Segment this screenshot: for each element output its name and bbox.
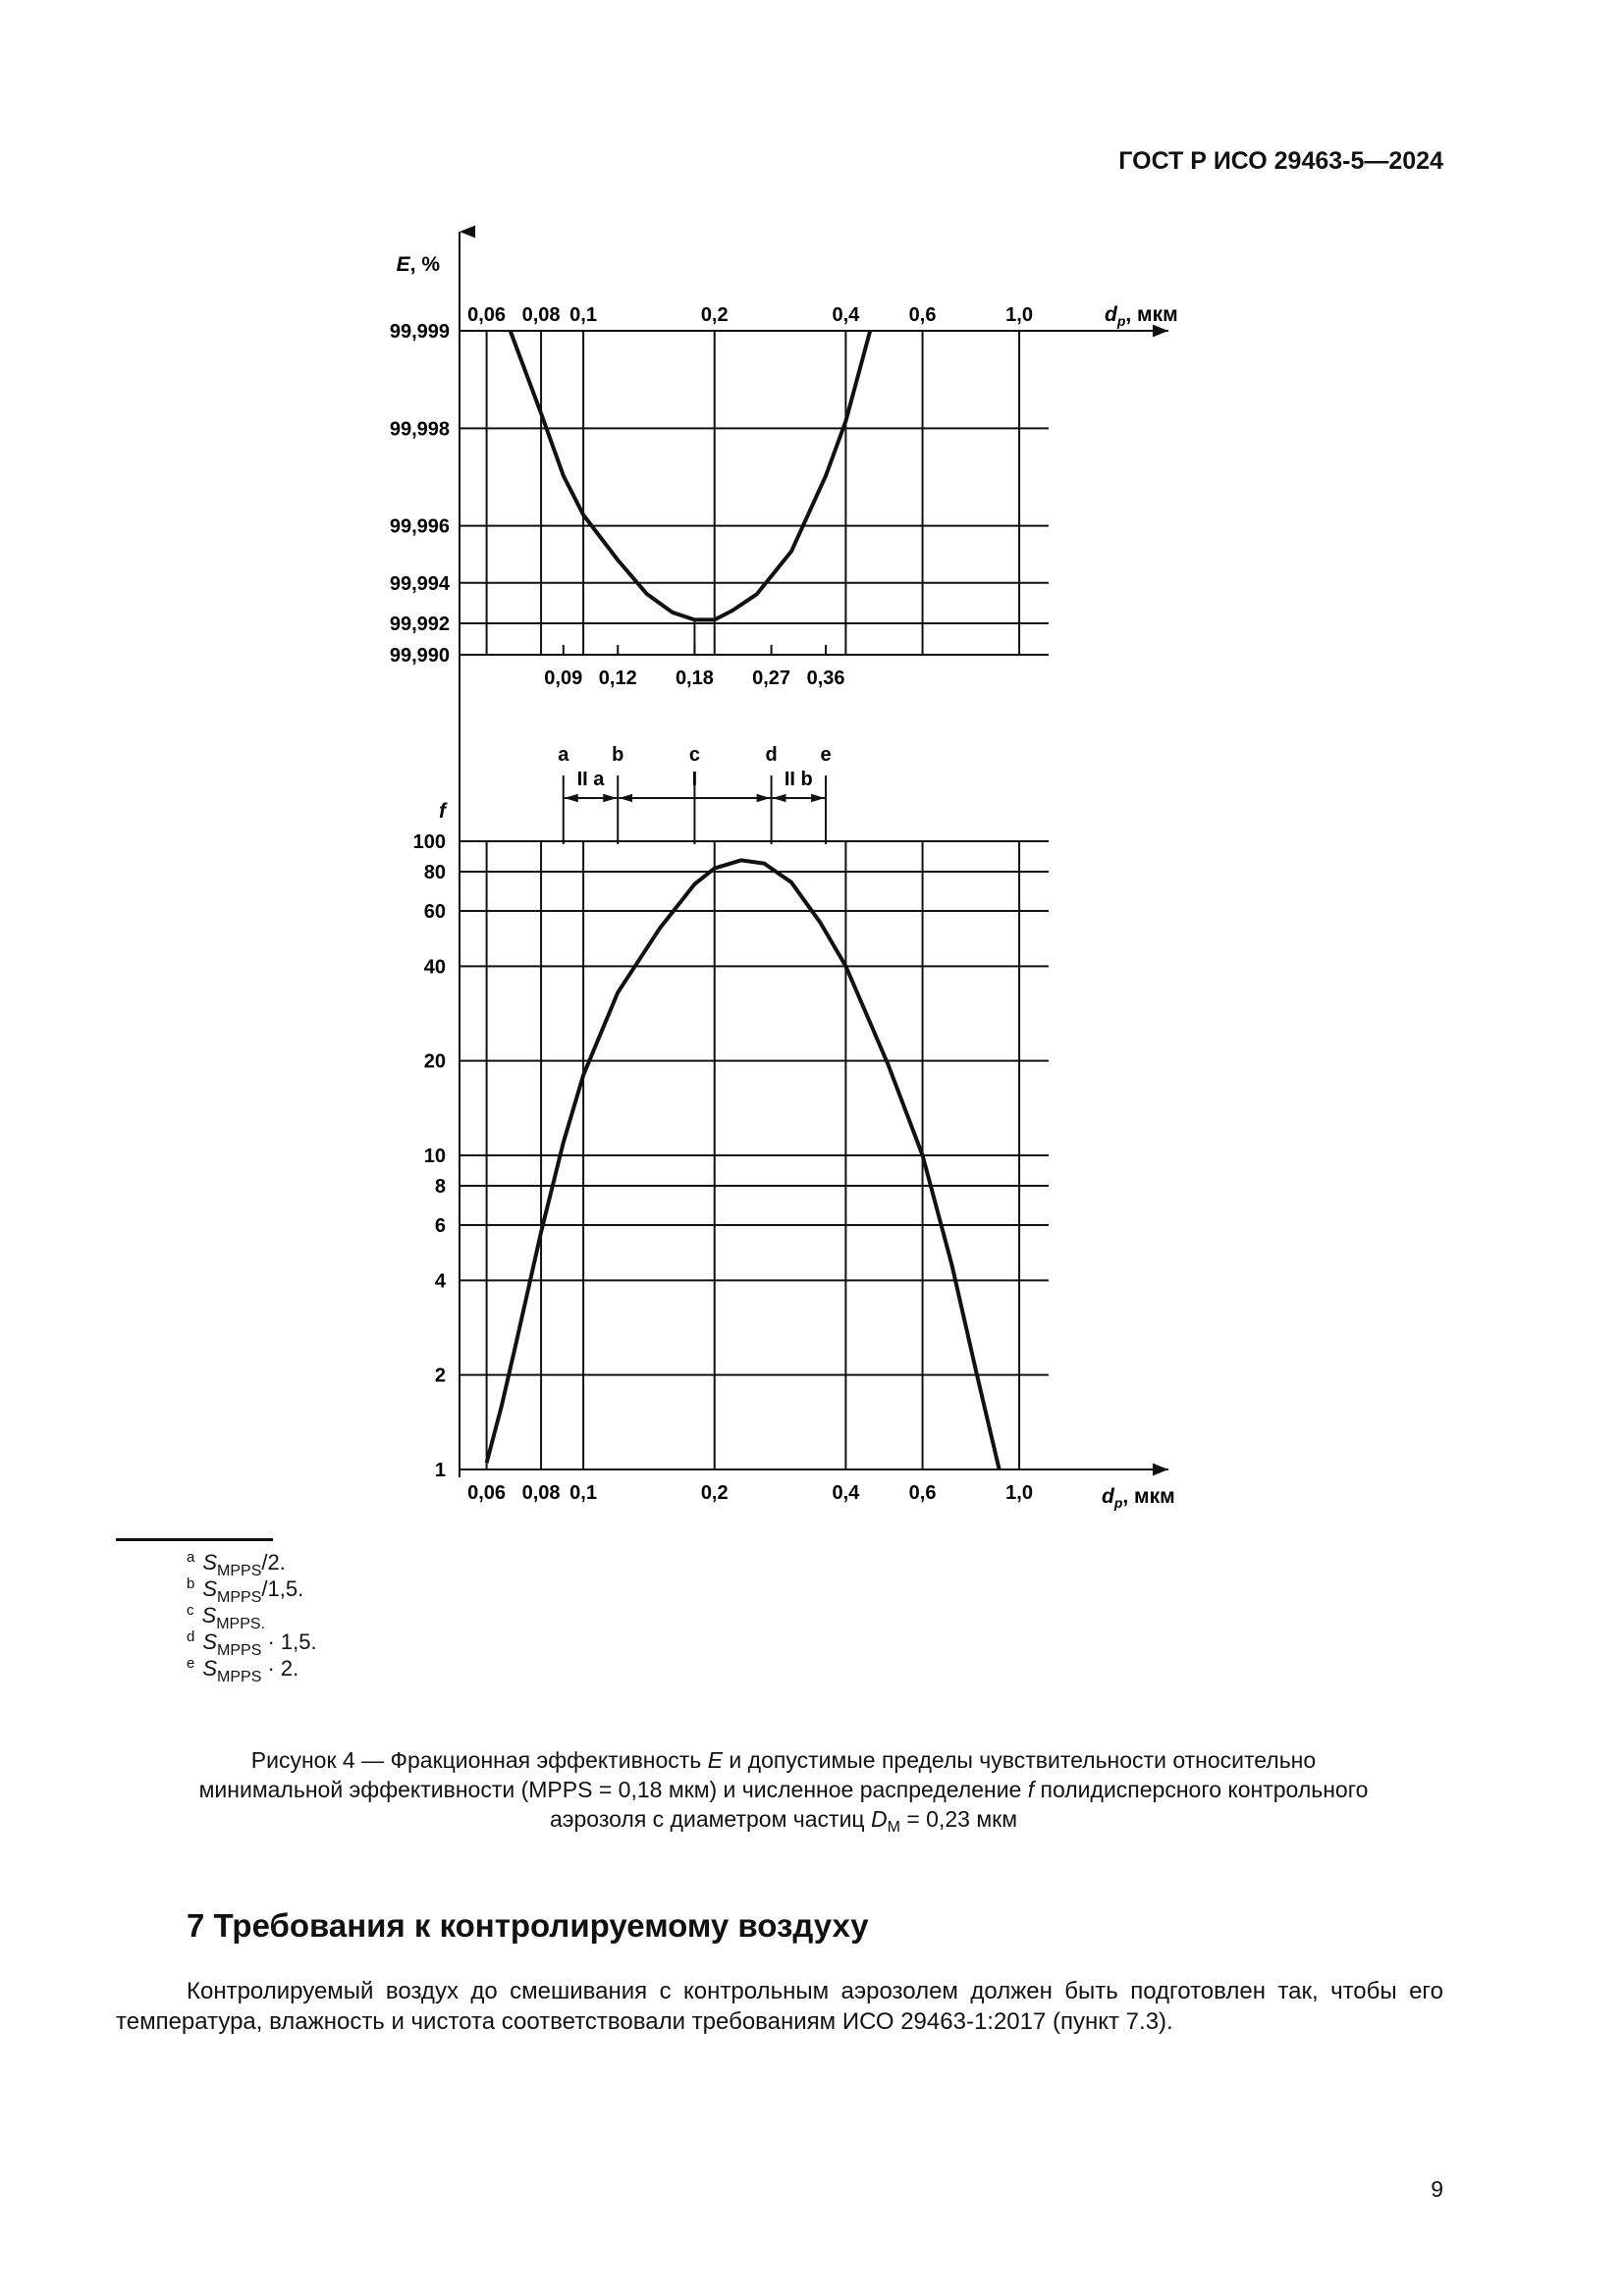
band-zone-label: II a <box>576 769 605 790</box>
distribution-y-tick-label: 80 <box>423 862 446 884</box>
efficiency-x-tick-label: 0,6 <box>908 304 937 326</box>
efficiency-sub-tick-label: 0,18 <box>675 667 714 689</box>
distribution-x-tick-label: 0,08 <box>521 1482 561 1504</box>
efficiency-y-tick-label: 99,992 <box>389 614 450 636</box>
distribution-x-tick-label: 1,0 <box>1005 1482 1033 1504</box>
band-letter: e <box>820 744 832 766</box>
footnote-a: $^a$ $S_{MPPS}/2$. <box>187 1549 286 1579</box>
band-letter: a <box>558 744 569 766</box>
efficiency-sub-tick-label: 0,27 <box>752 667 791 689</box>
distribution-chart <box>413 669 1175 1511</box>
distribution-y-tick-label: 100 <box>412 831 446 853</box>
distribution-x-tick-label: 0,6 <box>908 1482 937 1504</box>
footnote-b: $^b$ $S_{MPPS}/1,5$. <box>187 1575 304 1606</box>
band-letter: d <box>765 744 778 766</box>
efficiency-x-tick-label: 1,0 <box>1005 304 1033 326</box>
efficiency-curve <box>511 331 871 619</box>
efficiency-y-label: E, % <box>396 253 440 276</box>
efficiency-y-tick-label: 99,990 <box>389 645 450 667</box>
efficiency-sub-tick-label: 0,09 <box>544 667 583 689</box>
section-heading: 7 Требования к контролируемому воздуху <box>187 1907 869 1944</box>
distribution-y-tick-label: 40 <box>423 956 446 979</box>
distribution-x-tick-label: 0,1 <box>569 1482 597 1504</box>
distribution-y-tick-label: 4 <box>434 1270 446 1293</box>
footnote-rule <box>116 1538 273 1541</box>
page-number: 9 <box>1431 2176 1443 2202</box>
band-zone-label: I <box>691 769 698 790</box>
footnote-c: $^c$ $S_{MPPS.}$ <box>187 1602 265 1632</box>
distribution-x-tick-label: 0,4 <box>832 1482 860 1504</box>
efficiency-y-tick-label: 99,999 <box>389 321 450 343</box>
band-letter: c <box>688 744 700 766</box>
distribution-y-tick-label: 6 <box>434 1214 446 1237</box>
band-letter: b <box>612 744 624 766</box>
distribution-x-tick-label: 0,06 <box>467 1482 507 1504</box>
body-paragraph: Контролируемый воздух до смешивания с контрольным аэрозолем должен быть подготовлен так, чтобы его температура, влажность и чистота соответствовали требованиям ИСО 29463-1:2017 (пункт 7.3). <box>116 1978 1443 2035</box>
distribution-y-tick-label: 20 <box>423 1050 446 1073</box>
distribution-y-label: f <box>439 800 446 823</box>
efficiency-x-label: $d_p$, мкм <box>1105 303 1178 329</box>
efficiency-y-tick-label: 99,994 <box>389 572 450 595</box>
figure-caption: Рисунок 4 — Фракционная эффективность E и допустимые пределы чувствительности относительно минимальной эффективности (MPPS = 0,18 мкм) и численное распределение f полидисперсного контрольного аэрозоля с диаметром частиц $D_M = 0,23$ мкм <box>198 1747 1369 1836</box>
distribution-y-tick-label: 10 <box>423 1146 446 1167</box>
distribution-x-label: $d_p$, мкм <box>1102 1485 1175 1511</box>
document-header: ГОСТ Р ИСО 29463-5—2024 <box>1118 147 1443 175</box>
efficiency-sub-tick-label: 0,12 <box>598 667 637 689</box>
efficiency-x-tick-label: 0,06 <box>467 304 507 326</box>
footnote-d: $^d$ $S_{MPPS} \cdot 1,5$. <box>187 1629 317 1659</box>
efficiency-x-tick-label: 0,2 <box>700 304 729 326</box>
distribution-y-tick-label: 8 <box>434 1176 446 1199</box>
distribution-y-tick-label: 2 <box>434 1364 446 1387</box>
footnote-e: $^e$ $S_{MPPS} \cdot 2$. <box>187 1655 299 1685</box>
distribution-y-tick-label: 1 <box>434 1460 446 1481</box>
distribution-y-tick-label: 60 <box>423 900 446 923</box>
efficiency-y-tick-label: 99,996 <box>389 515 450 538</box>
efficiency-sub-tick-label: 0,36 <box>806 667 845 689</box>
efficiency-x-tick-label: 0,4 <box>832 304 860 326</box>
band-zone-label: II b <box>784 769 813 790</box>
efficiency-chart <box>390 232 1178 689</box>
efficiency-x-tick-label: 0,08 <box>521 304 561 326</box>
efficiency-x-tick-label: 0,1 <box>569 304 597 326</box>
efficiency-y-tick-label: 99,998 <box>389 418 450 441</box>
sensitivity-bands <box>558 744 831 844</box>
distribution-x-tick-label: 0,2 <box>700 1482 729 1504</box>
